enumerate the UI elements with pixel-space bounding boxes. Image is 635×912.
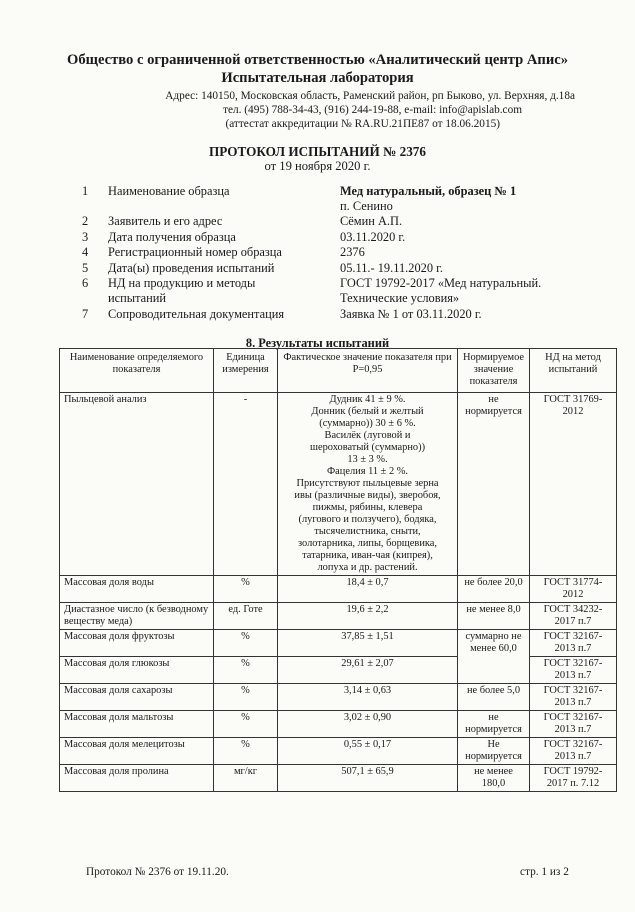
row-method: ГОСТ 32167-2013 п.7 <box>530 711 617 738</box>
row-method: ГОСТ 32167-2013 п.7 <box>530 657 617 684</box>
info-row <box>0 230 635 246</box>
row-norm: не более 5,0 <box>458 684 530 711</box>
row-name: Массовая доля глюкозы <box>60 657 214 684</box>
row-norm-combined: суммарно не менее 60,0 <box>458 630 530 684</box>
row-method: ГОСТ 31774-2012 <box>530 576 617 603</box>
row-method: ГОСТ 32167-2013 п.7 <box>530 684 617 711</box>
row-name: Массовая доля мелецитозы <box>60 738 214 765</box>
info-number: 6 <box>82 276 89 290</box>
info-value: ГОСТ 19792-2017 «Мед натуральный. <box>340 276 542 290</box>
info-number: 1 <box>82 184 89 198</box>
row-actual: 507,1 ± 65,9 <box>278 765 458 792</box>
row-actual: 37,85 ± 1,51 <box>278 630 458 657</box>
table-row <box>60 393 617 576</box>
info-number: 4 <box>82 245 89 259</box>
footer-protocol-ref: Протокол № 2376 от 19.11.20. <box>86 866 229 878</box>
row-norm: не менее 8,0 <box>458 603 530 630</box>
pollen-line: золотарника, липы, борщевика, <box>298 538 437 549</box>
info-value: 03.11.2020 г. <box>340 230 406 244</box>
row-name: Массовая доля мальтозы <box>60 711 214 738</box>
row-method: ГОСТ 34232-2017 п.7 <box>530 603 617 630</box>
laboratory-name: Испытательная лаборатория <box>221 70 414 86</box>
row-method: ГОСТ 19792-2017 п. 7.12 <box>530 765 617 792</box>
info-value: Заявка № 1 от 03.11.2020 г. <box>340 307 482 321</box>
info-label: Заявитель и его адрес <box>108 214 223 228</box>
info-number: 5 <box>82 261 89 275</box>
row-unit: % <box>214 684 278 711</box>
info-value: п. Сенино <box>340 199 393 213</box>
info-label: Дата(ы) проведения испытаний <box>108 261 275 275</box>
pollen-line: (суммарно)) 30 ± 6 %. <box>319 418 416 429</box>
header-test-method: НД на метод испытаний <box>530 349 617 393</box>
row-norm: не менее 180,0 <box>458 765 530 792</box>
row-name: Массовая доля пролина <box>60 765 214 792</box>
row-method: ГОСТ 31769-2012 <box>530 393 617 576</box>
pollen-actual-value <box>278 393 458 576</box>
table-header-row <box>60 349 617 393</box>
pollen-line: тысячелистника, сныти, <box>314 526 421 537</box>
pollen-line: пижмы, рябины, клевера <box>312 502 423 513</box>
pollen-line: лопуха и др. растений. <box>317 562 418 573</box>
info-row <box>0 214 635 230</box>
info-row <box>0 184 635 200</box>
row-name: Массовая доля воды <box>60 576 214 603</box>
protocol-date: от 19 ноября 2020 г. <box>264 159 371 173</box>
table-row <box>60 603 617 630</box>
row-name: Диастазное число (к безводному веществу меда) <box>60 603 214 630</box>
row-norm: не нормируется <box>458 711 530 738</box>
pollen-line: Донник (белый и желтый <box>311 406 424 417</box>
row-actual: 19,6 ± 2,2 <box>278 603 458 630</box>
accreditation-line: (аттестат аккредитации № RA.RU.21ПЕ87 от 18.06.2015) <box>225 118 500 130</box>
row-norm: не более 20,0 <box>458 576 530 603</box>
info-number: 3 <box>82 230 89 244</box>
info-row <box>0 276 635 292</box>
results-section-title: 8. Результаты испытаний <box>245 336 390 350</box>
info-label: Наименование образца <box>108 184 230 198</box>
info-value: Сёмин А.П. <box>340 214 403 228</box>
row-unit: % <box>214 738 278 765</box>
info-number: 2 <box>82 214 89 228</box>
contacts-line: тел. (495) 788-34-43, (916) 244-19-88, e-mail: info@apislab.com <box>223 104 522 116</box>
table-row <box>60 711 617 738</box>
info-label: испытаний <box>108 291 167 305</box>
row-actual: 0,55 ± 0,17 <box>278 738 458 765</box>
header-norm-value: Нормируемое значение показателя <box>458 349 530 393</box>
row-method: ГОСТ 32167-2013 п.7 <box>530 738 617 765</box>
pollen-line: Фацелия 11 ± 2 %. <box>326 466 409 477</box>
info-row <box>0 291 635 307</box>
info-label: Дата получения образца <box>108 230 236 244</box>
row-method: ГОСТ 32167-2013 п.7 <box>530 630 617 657</box>
pollen-line: ивы (различные виды), зверобоя, <box>294 490 441 501</box>
table-row <box>60 657 617 684</box>
info-label: Регистрационный номер образца <box>108 245 282 259</box>
table-row <box>60 765 617 792</box>
address-line: Адрес: 140150, Московская область, Раменский район, рп Быково, ул. Верхняя, д.18а <box>165 90 575 102</box>
row-norm: не нормируется <box>458 393 530 576</box>
info-row <box>0 307 635 323</box>
table-row <box>60 576 617 603</box>
table-row <box>60 738 617 765</box>
info-label: НД на продукцию и методы <box>108 276 256 290</box>
row-unit: % <box>214 711 278 738</box>
header-indicator-name: Наименование определяемого показателя <box>60 349 214 393</box>
results-table <box>59 348 617 792</box>
row-actual: 3,14 ± 0,63 <box>278 684 458 711</box>
pollen-line: Присутствуют пыльцевые зерна <box>296 478 439 489</box>
protocol-title: ПРОТОКОЛ ИСПЫТАНИЙ № 2376 <box>209 144 426 159</box>
info-row <box>0 199 635 215</box>
info-value: 05.11.- 19.11.2020 г. <box>340 261 443 275</box>
pollen-line: (лугового и ползучего), бодяка, <box>298 514 437 525</box>
pollen-line: 13 ± 3 %. <box>347 454 388 465</box>
info-label: Сопроводительная документация <box>108 307 285 321</box>
row-unit: - <box>214 393 278 576</box>
pollen-line: Дудник 41 ± 9 %. <box>329 394 406 405</box>
row-unit: % <box>214 630 278 657</box>
row-unit: ед. Готе <box>214 603 278 630</box>
header-actual-value: Фактическое значение показателя при Р=0,95 <box>278 349 458 393</box>
info-number: 7 <box>82 307 89 321</box>
pollen-line: шероховатый (суммарно)) <box>309 442 426 453</box>
info-value: 2376 <box>340 245 365 259</box>
row-unit: % <box>214 657 278 684</box>
row-actual: 29,61 ± 2,07 <box>278 657 458 684</box>
row-norm: Не нормируется <box>458 738 530 765</box>
organization-name: Общество с ограниченной ответственностью «Аналитический центр Апис» <box>66 52 569 68</box>
row-name: Массовая доля фруктозы <box>60 630 214 657</box>
row-name: Пыльцевой анализ <box>60 393 214 576</box>
row-unit: % <box>214 576 278 603</box>
footer-page-number: стр. 1 из 2 <box>520 866 569 878</box>
row-actual: 3,02 ± 0,90 <box>278 711 458 738</box>
row-name: Массовая доля сахарозы <box>60 684 214 711</box>
info-value: Технические условия» <box>340 291 460 305</box>
info-row <box>0 261 635 277</box>
info-row <box>0 245 635 261</box>
info-value: Мед натуральный, образец № 1 <box>340 184 517 198</box>
row-unit: мг/кг <box>214 765 278 792</box>
pollen-line: татарника, иван-чая (кипрея), <box>302 550 433 561</box>
pollen-line: Василёк (луговой и <box>324 430 411 441</box>
table-row <box>60 630 617 657</box>
table-row <box>60 684 617 711</box>
row-actual: 18,4 ± 0,7 <box>278 576 458 603</box>
header-unit: Единица измерения <box>214 349 278 393</box>
